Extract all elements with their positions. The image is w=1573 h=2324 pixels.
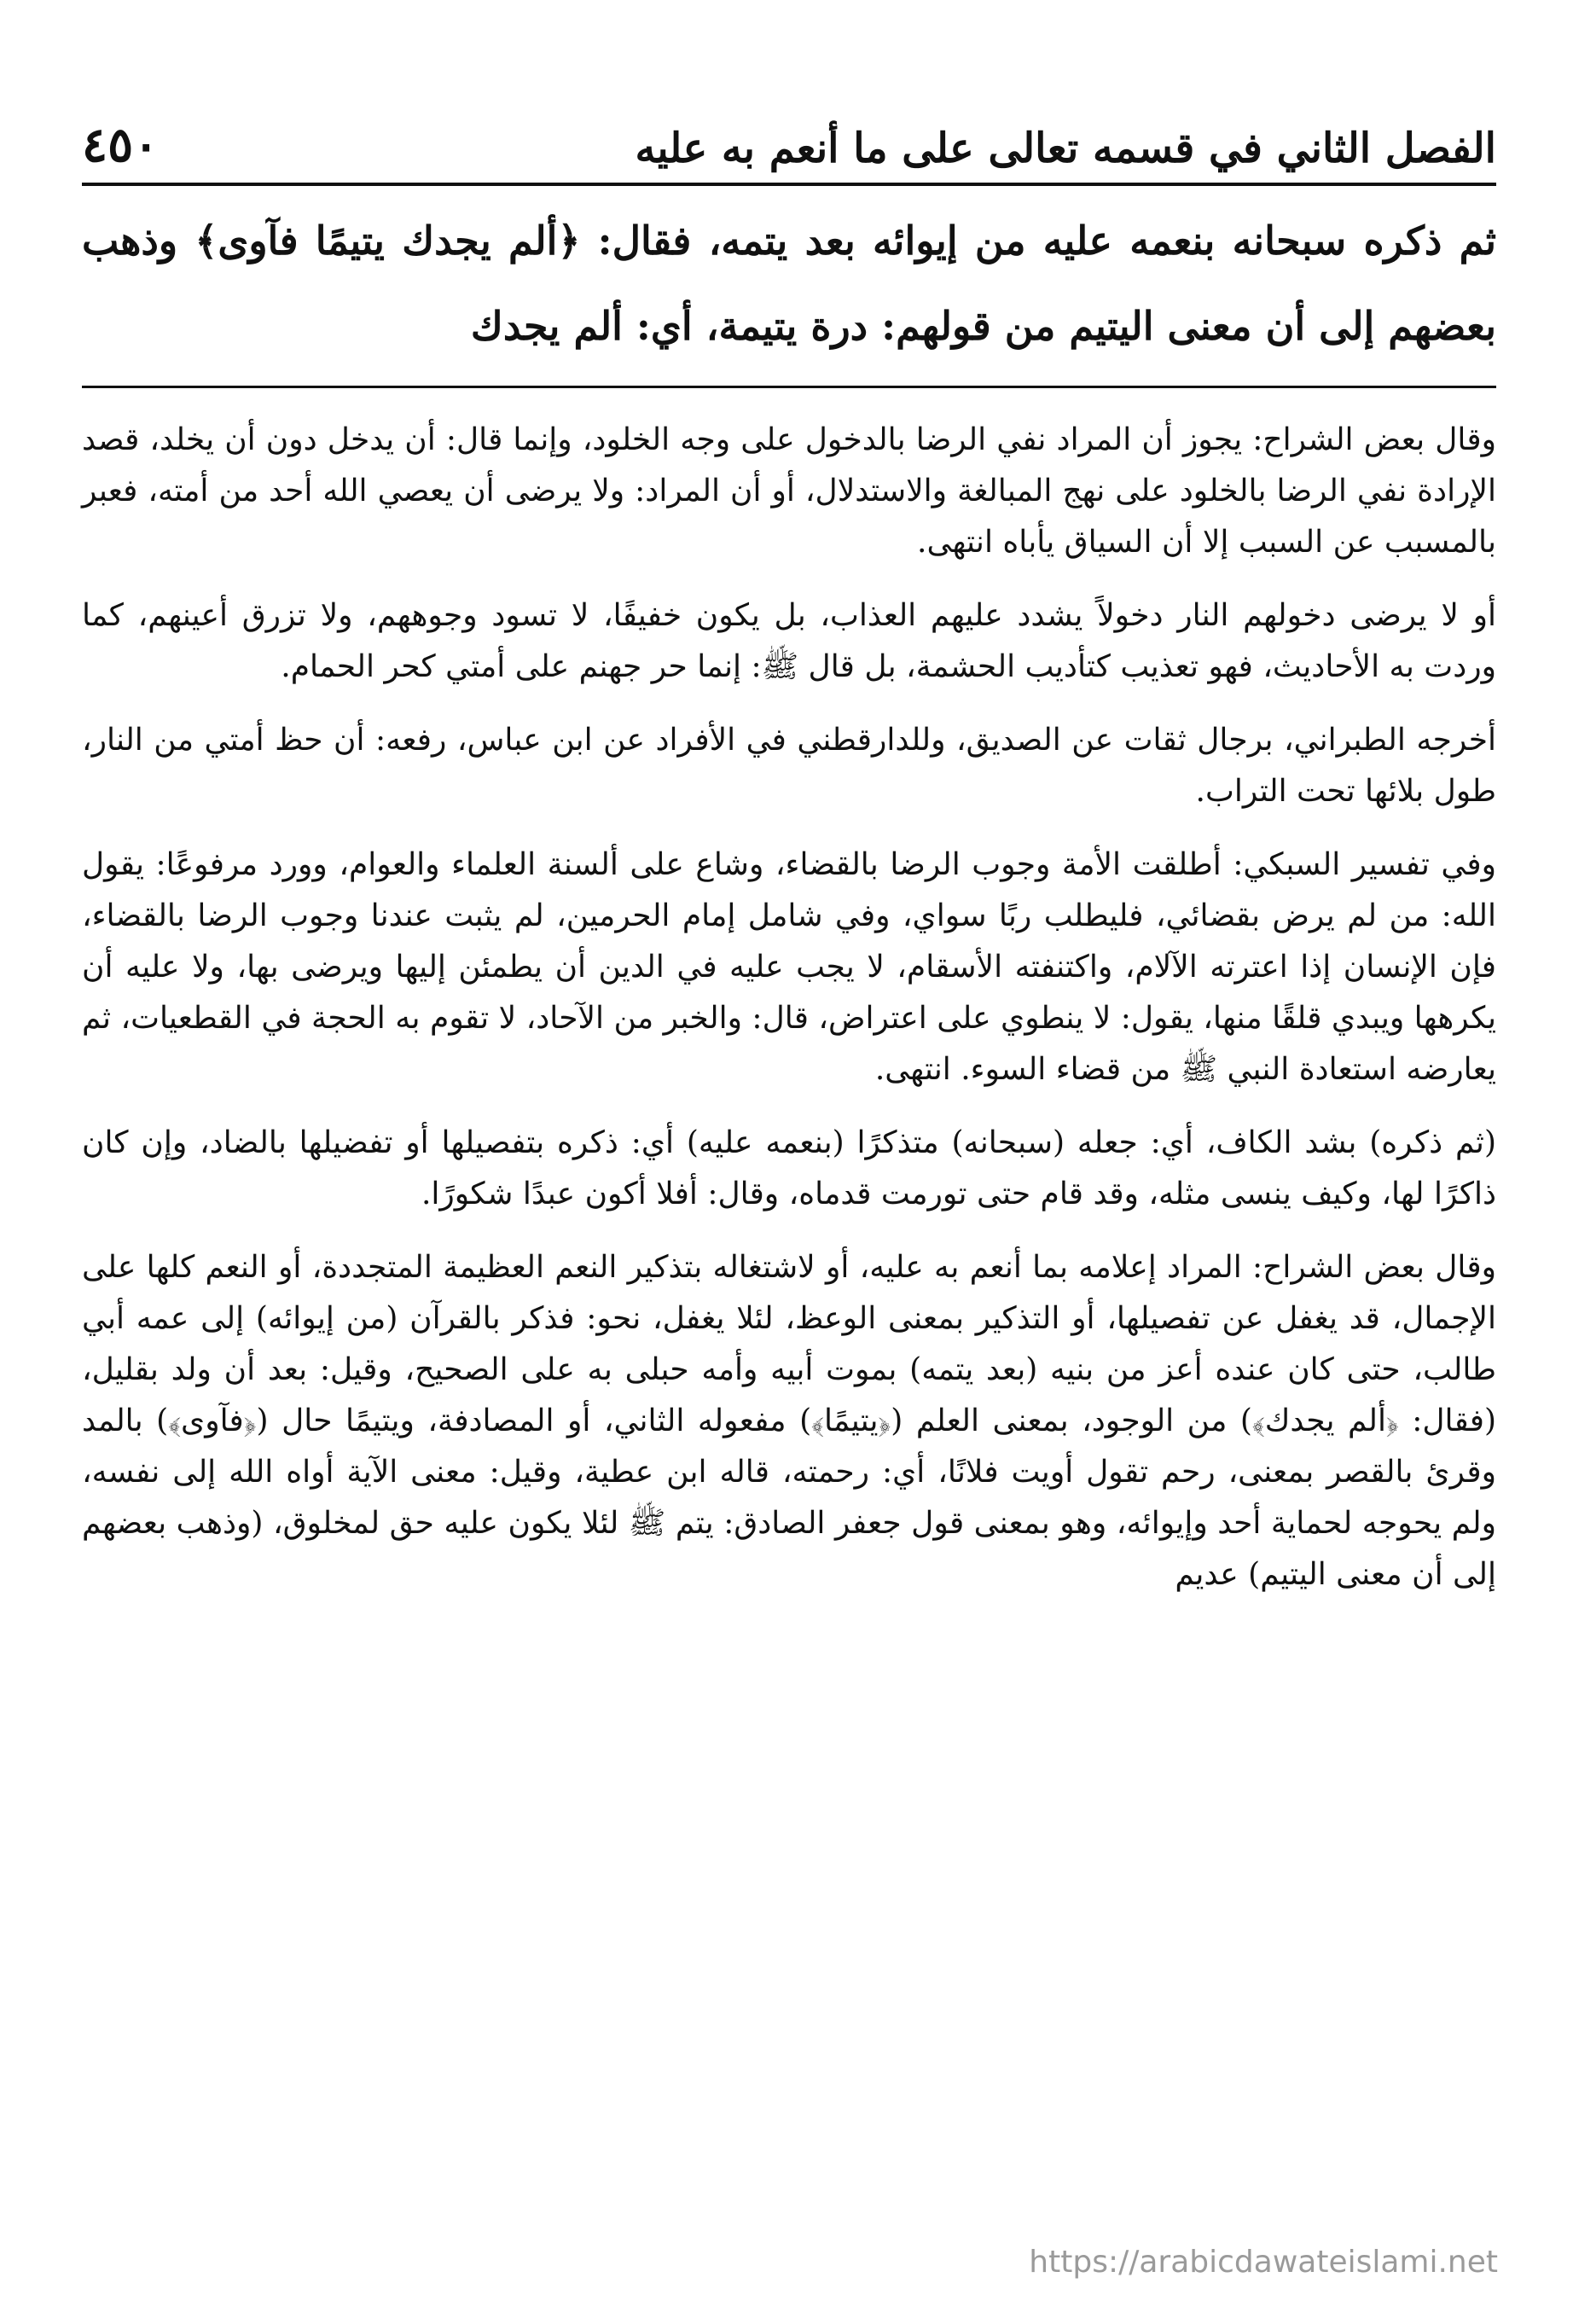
page-header <box>82 101 1496 173</box>
commentary-paragraph: أو لا يرضى دخولهم النار دخولاً يشدد عليهم العذاب، بل يكون خفيفًا، لا تسود وجوههم، ولا تزرق أعينهم، كما وردت به الأحاديث، فهو تعذيب كتأديب الحشمة، بل قال ﷺ: إنما حر جهنم على أمتي كحر الحمام. <box>82 598 1496 684</box>
watermark-url: https://arabicdawateislami.net <box>1029 2245 1498 2280</box>
book-page <box>82 0 1496 2324</box>
main-text: ثم ذكره سبحانه بنعمه عليه من إيوائه بعد يتمه، فقال: ﴿ألم يجدك يتيمًا فآوى﴾ وذهب بعضهم إلى أن معنى اليتيم من قولهم: درة يتيمة، أي: ألم يجدك <box>82 218 1496 349</box>
running-title: الفصل الثاني في قسمه تعالى على ما أنعم به عليه <box>635 125 1496 172</box>
commentary-paragraph: أخرجه الطبراني، برجال ثقات عن الصديق، وللدارقطني في الأفراد عن ابن عباس، رفعه: أن حظ أمتي من النار، طول بلائها تحت التراب. <box>82 723 1496 809</box>
commentary <box>82 415 1496 1623</box>
commentary-paragraph: وقال بعض الشراح: المراد إعلامه بما أنعم به عليه، أو لاشتغاله بتذكير النعم العظيمة المتجددة، أو النعم كلها على الإجمال، قد يغفل عن تفصيلها، أو التذكير بمعنى الوعظ، لئلا يغفل، نحو: فذكر بالقرآن (من إيوائه) إلى عمه أبي طالب، حتى كان عنده أعز من بنيه (بعد يتمه) بموت أبيه وأمه حبلى به على الصحيح، وقيل: بعد أن ولد بقليل، (فقال: ﴿ألم يجدك﴾) من الوجود، بمعنى العلم (﴿يتيمًا﴾) مفعوله الثاني، أو المصادفة، ويتيمًا حال (﴿فآوى﴾) بالمد وقرئ بالقصر بمعنى، رحم تقول أويت فلانًا، أي: رحمته، قاله ابن عطية، وقيل: معنى الآية أواه الله إلى نفسه، ولم يحوجه لحماية أحد وإيوائه، وهو بمعنى قول جعفر الصادق: يتم ﷺ لئلا يكون عليه حق لمخلوق، (وذهب بعضهم إلى أن معنى اليتيم) عديم <box>82 1250 1496 1592</box>
header-rule <box>82 183 1496 186</box>
commentary-paragraph: وقال بعض الشراح: يجوز أن المراد نفي الرضا بالدخول على وجه الخلود، وإنما قال: أن يدخل دون أن يخلد، قصد الإرادة نفي الرضا بالخلود على نهج المبالغة والاستدلال، أو أن المراد: ولا يرضى أن يعصي الله أحد من أمته، فعبر بالمسبب عن السبب إلا أن السياق يأباه انتهى. <box>82 422 1496 560</box>
commentary-paragraph: وفي تفسير السبكي: أطلقت الأمة وجوب الرضا بالقضاء، وشاع على ألسنة العلماء والعوام، وورد مرفوعًا: يقول الله: من لم يرض بقضائي، فليطلب ربًا سواي، وفي شامل إمام الحرمين، لم يثبت عندنا وجوب الرضا بالقضاء، فإن الإنسان إذا اعترته الآلام، واكتنفته الأسقام، لا يجب عليه في الدين أن يطمئن إليها ويرضى بها، ولا عليه أن يكرهها ويبدي قلقًا منها، يقول: لا ينطوي على اعتراض، قال: والخبر من الآحاد، لا تقوم به الحجة في القطعيات، ثم يعارضه استعادة النبي ﷺ من قضاء السوء. انتهى. <box>82 847 1496 1087</box>
page-number: ٤٥٠ <box>82 117 160 173</box>
commentary-paragraph: (ثم ذكره) بشد الكاف، أي: جعله (سبحانه) متذكرًا (بنعمه عليه) أي: ذكره بتفصيلها أو تفضيلها بالضاد، وإن كان ذاكرًا لها، وكيف ينسى مثله، وقد قام حتى تورمت قدماه، وقال: أفلا أكون عبدًا شكورًا. <box>82 1125 1496 1211</box>
commentary-divider <box>82 386 1496 388</box>
